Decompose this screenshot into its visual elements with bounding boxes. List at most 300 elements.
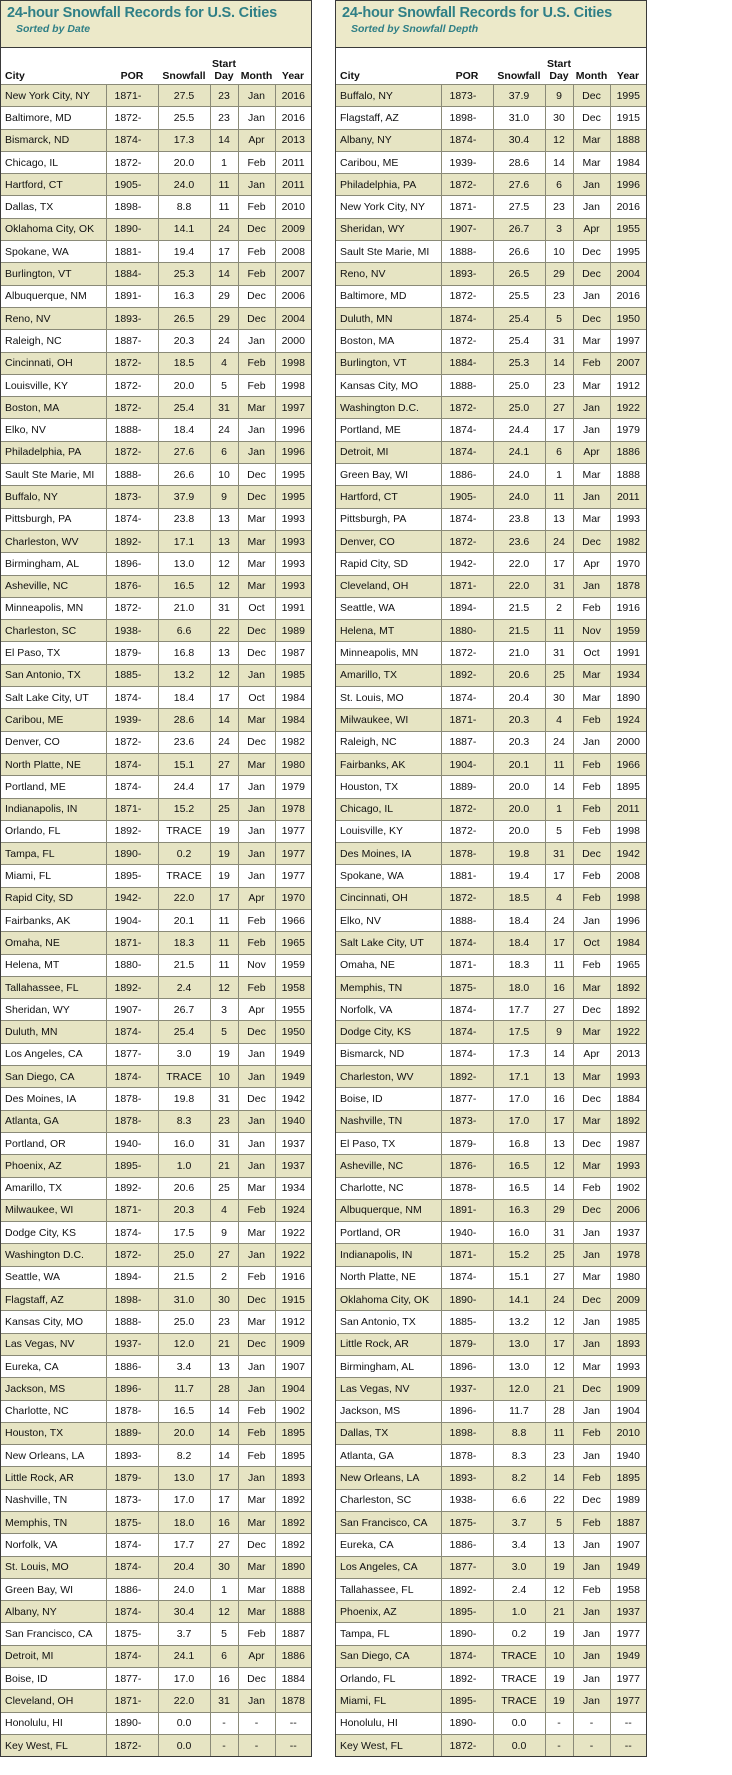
table-row <box>336 129 646 151</box>
cell-start-day: 12 <box>210 1601 238 1623</box>
cell-month: Jan <box>573 1556 610 1578</box>
cell-year: 1978 <box>610 1244 646 1266</box>
cell-city: Washington D.C. <box>336 397 441 419</box>
cell-year: 1892 <box>610 999 646 1021</box>
cell-snowfall: 18.4 <box>158 687 210 709</box>
panel-header <box>336 1 646 48</box>
cell-start-day: 5 <box>545 307 573 329</box>
cell-start-day: 13 <box>210 508 238 530</box>
cell-snowfall: 24.4 <box>493 419 545 441</box>
header-start-day <box>210 48 238 85</box>
cell-start-day: 25 <box>545 664 573 686</box>
cell-start-day: 11 <box>545 620 573 642</box>
cell-start-day: 5 <box>210 1623 238 1645</box>
cell-start-day: 19 <box>545 1690 573 1712</box>
cell-month: Jan <box>573 419 610 441</box>
cell-city: Hartford, CT <box>1 174 106 196</box>
cell-city: San Antonio, TX <box>336 1311 441 1333</box>
cell-por: 1877- <box>441 1556 493 1578</box>
cell-start-day: 9 <box>210 1222 238 1244</box>
cell-start-day: 17 <box>545 1110 573 1132</box>
cell-city: Milwaukee, WI <box>1 1199 106 1221</box>
cell-start-day: 24 <box>210 419 238 441</box>
cell-month: - <box>238 1734 275 1756</box>
cell-snowfall: 20.1 <box>493 753 545 775</box>
cell-year: 1980 <box>610 1266 646 1288</box>
cell-month: Mar <box>573 129 610 151</box>
table-row <box>1 999 311 1021</box>
cell-month: Jan <box>238 1244 275 1266</box>
cell-year: 1993 <box>275 530 311 552</box>
cell-por: 1894- <box>441 597 493 619</box>
table-row <box>1 196 311 218</box>
cell-city: Houston, TX <box>1 1422 106 1444</box>
cell-city: Green Bay, WI <box>1 1578 106 1600</box>
cell-por: 1874- <box>106 1556 158 1578</box>
cell-year: 1977 <box>610 1690 646 1712</box>
cell-por: 1871- <box>106 1690 158 1712</box>
cell-month: Jan <box>238 820 275 842</box>
table-row <box>1 1445 311 1467</box>
cell-start-day: 19 <box>210 843 238 865</box>
table-row <box>1 352 311 374</box>
cell-snowfall: TRACE <box>158 865 210 887</box>
table-row <box>336 709 646 731</box>
cell-snowfall: 18.4 <box>158 419 210 441</box>
cell-year: 1888 <box>275 1578 311 1600</box>
cell-start-day: 22 <box>210 620 238 642</box>
cell-year: 1887 <box>610 1512 646 1534</box>
cell-start-day: 17 <box>210 776 238 798</box>
cell-year: 1915 <box>610 107 646 129</box>
cell-snowfall: 27.6 <box>158 441 210 463</box>
cell-city: Atlanta, GA <box>1 1110 106 1132</box>
cell-start-day: 12 <box>210 976 238 998</box>
cell-por: 1884- <box>441 352 493 374</box>
cell-start-day: 1 <box>545 798 573 820</box>
table-row <box>336 1199 646 1221</box>
cell-city: Denver, CO <box>1 731 106 753</box>
cell-month: Feb <box>238 1266 275 1288</box>
cell-por: 1880- <box>106 954 158 976</box>
cell-month: Mar <box>238 709 275 731</box>
cell-start-day: 24 <box>210 330 238 352</box>
cell-por: 1893- <box>441 1467 493 1489</box>
cell-city: Cincinnati, OH <box>336 887 441 909</box>
table-row <box>336 620 646 642</box>
cell-por: 1895- <box>106 865 158 887</box>
cell-por: 1896- <box>106 553 158 575</box>
cell-snowfall: 8.2 <box>493 1467 545 1489</box>
cell-snowfall: 0.2 <box>493 1623 545 1645</box>
cell-city: Cleveland, OH <box>1 1690 106 1712</box>
cell-start-day: 1 <box>210 151 238 173</box>
cell-year: 1979 <box>610 419 646 441</box>
cell-year: 1977 <box>275 843 311 865</box>
cell-start-day: 14 <box>545 151 573 173</box>
table-row <box>336 1043 646 1065</box>
table-row <box>336 664 646 686</box>
cell-year: 1934 <box>275 1177 311 1199</box>
cell-month: Jan <box>238 330 275 352</box>
cell-por: 1872- <box>441 798 493 820</box>
cell-year: 2011 <box>610 486 646 508</box>
cell-snowfall: 27.6 <box>493 174 545 196</box>
cell-start-day: 16 <box>210 1512 238 1534</box>
cell-month: Dec <box>573 1132 610 1154</box>
cell-por: 1874- <box>106 129 158 151</box>
cell-city: Kansas City, MO <box>336 374 441 396</box>
cell-month: Mar <box>238 575 275 597</box>
cell-city: Tallahassee, FL <box>1 976 106 998</box>
cell-snowfall: 24.0 <box>158 1578 210 1600</box>
table-row <box>336 1244 646 1266</box>
cell-start-day: 1 <box>545 464 573 486</box>
cell-por: 1892- <box>441 1066 493 1088</box>
cell-start-day: 11 <box>545 1422 573 1444</box>
table-row <box>336 1177 646 1199</box>
table-row <box>1 374 311 396</box>
cell-month: - <box>573 1712 610 1734</box>
cell-month: Feb <box>573 954 610 976</box>
cell-month: Mar <box>573 1066 610 1088</box>
cell-city: Asheville, NC <box>1 575 106 597</box>
cell-por: 1939- <box>106 709 158 731</box>
cell-year: 1993 <box>610 1066 646 1088</box>
cell-city: Tampa, FL <box>336 1623 441 1645</box>
cell-month: Dec <box>573 530 610 552</box>
cell-por: 1878- <box>106 1110 158 1132</box>
header-row <box>1 48 311 85</box>
cell-year: 2000 <box>275 330 311 352</box>
cell-snowfall: 8.3 <box>493 1445 545 1467</box>
cell-snowfall: 15.2 <box>493 1244 545 1266</box>
cell-city: Denver, CO <box>336 530 441 552</box>
cell-year: 1989 <box>610 1489 646 1511</box>
table-row <box>336 1556 646 1578</box>
cell-month: Dec <box>573 843 610 865</box>
cell-start-day: 2 <box>210 1266 238 1288</box>
cell-start-day: 2 <box>545 597 573 619</box>
cell-city: Albany, NY <box>1 1601 106 1623</box>
cell-snowfall: 20.0 <box>493 776 545 798</box>
cell-por: 1880- <box>441 620 493 642</box>
cell-city: Birmingham, AL <box>1 553 106 575</box>
cell-year: 1937 <box>275 1132 311 1154</box>
cell-start-day: 31 <box>210 1088 238 1110</box>
cell-start-day: 13 <box>210 530 238 552</box>
cell-start-day: 19 <box>210 865 238 887</box>
cell-month: Mar <box>573 1266 610 1288</box>
cell-por: 1940- <box>441 1222 493 1244</box>
table-row <box>1 129 311 151</box>
cell-month: Dec <box>238 218 275 240</box>
header-start-day-bottom: Day <box>214 70 234 82</box>
cell-snowfall: 13.2 <box>493 1311 545 1333</box>
table-row <box>336 843 646 865</box>
cell-year: 1902 <box>610 1177 646 1199</box>
cell-por: 1874- <box>441 999 493 1021</box>
cell-city: Key West, FL <box>336 1734 441 1756</box>
table-row <box>336 1266 646 1288</box>
cell-snowfall: 20.0 <box>158 1422 210 1444</box>
table-row <box>336 820 646 842</box>
table-row <box>336 241 646 263</box>
cell-month: Mar <box>573 1021 610 1043</box>
cell-start-day: 19 <box>210 820 238 842</box>
cell-snowfall: 26.6 <box>493 241 545 263</box>
cell-month: Feb <box>238 932 275 954</box>
cell-month: Dec <box>238 1333 275 1355</box>
table-row <box>336 1222 646 1244</box>
cell-start-day: 1 <box>210 1578 238 1600</box>
cell-year: 1907 <box>275 1355 311 1377</box>
cell-month: Jan <box>238 1066 275 1088</box>
cell-city: Chicago, IL <box>336 798 441 820</box>
cell-month: Feb <box>573 1422 610 1444</box>
cell-month: Feb <box>238 263 275 285</box>
table-row <box>336 508 646 530</box>
cell-year: 1984 <box>275 709 311 731</box>
cell-start-day: 14 <box>545 776 573 798</box>
cell-por: 1890- <box>441 1712 493 1734</box>
cell-start-day: 4 <box>545 887 573 909</box>
cell-year: 2016 <box>275 107 311 129</box>
cell-por: 1892- <box>106 1177 158 1199</box>
cell-start-day: 3 <box>545 218 573 240</box>
cell-city: New Orleans, LA <box>336 1467 441 1489</box>
cell-city: Omaha, NE <box>336 954 441 976</box>
snowfall-table-by-date <box>1 48 311 1756</box>
cell-year: 1942 <box>610 843 646 865</box>
cell-snowfall: 8.8 <box>493 1422 545 1444</box>
table-row <box>336 1623 646 1645</box>
cell-start-day: 17 <box>545 932 573 954</box>
cell-por: 1895- <box>441 1690 493 1712</box>
table-row <box>1 530 311 552</box>
cell-snowfall: 16.0 <box>158 1132 210 1154</box>
table-row <box>336 1088 646 1110</box>
table-row <box>1 486 311 508</box>
cell-year: 2009 <box>275 218 311 240</box>
table-row <box>336 263 646 285</box>
cell-month: Jan <box>573 397 610 419</box>
cell-month: Dec <box>238 1668 275 1690</box>
cell-snowfall: 28.6 <box>493 151 545 173</box>
cell-month: Mar <box>573 151 610 173</box>
cell-start-day: 23 <box>545 374 573 396</box>
table-row <box>1 107 311 129</box>
cell-month: Feb <box>573 820 610 842</box>
cell-por: 1887- <box>441 731 493 753</box>
cell-start-day: 16 <box>545 1088 573 1110</box>
cell-year: 1888 <box>275 1601 311 1623</box>
cell-snowfall: 27.5 <box>158 85 210 107</box>
cell-city: Rapid City, SD <box>336 553 441 575</box>
cell-snowfall: 25.0 <box>158 1244 210 1266</box>
cell-year: 1977 <box>275 865 311 887</box>
cell-por: 1872- <box>106 597 158 619</box>
cell-month: Dec <box>573 1199 610 1221</box>
cell-city: Honolulu, HI <box>336 1712 441 1734</box>
cell-start-day: 12 <box>545 1311 573 1333</box>
cell-start-day: 17 <box>545 865 573 887</box>
cell-por: 1907- <box>441 218 493 240</box>
cell-start-day: 31 <box>545 575 573 597</box>
cell-start-day: 21 <box>210 1333 238 1355</box>
table-row <box>1 397 311 419</box>
cell-year: 2016 <box>610 285 646 307</box>
cell-year: 1984 <box>610 151 646 173</box>
cell-month: Mar <box>573 976 610 998</box>
cell-start-day: 31 <box>210 597 238 619</box>
cell-snowfall: 30.4 <box>493 129 545 151</box>
cell-por: 1884- <box>106 263 158 285</box>
cell-snowfall: 17.5 <box>493 1021 545 1043</box>
cell-city: Sault Ste Marie, MI <box>336 241 441 263</box>
cell-month: Feb <box>573 352 610 374</box>
cell-por: 1885- <box>441 1311 493 1333</box>
cell-city: Spokane, WA <box>336 865 441 887</box>
cell-city: Portland, OR <box>1 1132 106 1154</box>
cell-year: -- <box>275 1712 311 1734</box>
table-row <box>1 1623 311 1645</box>
cell-city: Dodge City, KS <box>1 1222 106 1244</box>
table-row <box>1 1132 311 1154</box>
cell-start-day: 6 <box>210 441 238 463</box>
cell-snowfall: 8.8 <box>158 196 210 218</box>
cell-por: 1874- <box>106 1534 158 1556</box>
cell-month: Oct <box>573 932 610 954</box>
cell-month: Feb <box>238 1445 275 1467</box>
cell-city: Washington D.C. <box>1 1244 106 1266</box>
cell-start-day: 13 <box>210 1355 238 1377</box>
table-row <box>336 1378 646 1400</box>
cell-year: 1904 <box>275 1378 311 1400</box>
cell-year: 1940 <box>610 1445 646 1467</box>
cell-start-day: 11 <box>210 174 238 196</box>
cell-city: Chicago, IL <box>1 151 106 173</box>
cell-por: 1890- <box>441 1289 493 1311</box>
cell-snowfall: 24.1 <box>493 441 545 463</box>
cell-snowfall: 25.3 <box>493 352 545 374</box>
cell-month: Jan <box>238 776 275 798</box>
cell-city: Des Moines, IA <box>336 843 441 865</box>
cell-month: Feb <box>573 1512 610 1534</box>
cell-snowfall: 3.4 <box>158 1355 210 1377</box>
cell-start-day: 29 <box>545 263 573 285</box>
header-start-day <box>545 48 573 85</box>
cell-year: 1890 <box>610 687 646 709</box>
cell-start-day: 25 <box>210 798 238 820</box>
cell-snowfall: 20.3 <box>493 709 545 731</box>
panel-subtitle: Sorted by Date <box>16 23 91 35</box>
cell-month: Dec <box>573 241 610 263</box>
cell-city: Burlington, VT <box>1 263 106 285</box>
cell-snowfall: 25.0 <box>493 374 545 396</box>
cell-year: 1993 <box>275 575 311 597</box>
cell-year: 1996 <box>610 174 646 196</box>
table-row <box>1 1645 311 1667</box>
cell-city: Philadelphia, PA <box>336 174 441 196</box>
cell-year: 1922 <box>275 1222 311 1244</box>
cell-por: 1905- <box>106 174 158 196</box>
table-row <box>336 374 646 396</box>
cell-por: 1939- <box>441 151 493 173</box>
cell-year: 1887 <box>275 1623 311 1645</box>
cell-year: 1949 <box>275 1043 311 1065</box>
cell-year: 1895 <box>275 1422 311 1444</box>
cell-year: 1949 <box>610 1556 646 1578</box>
header-year: Year <box>610 48 646 85</box>
cell-year: 1996 <box>610 909 646 931</box>
cell-year: 1993 <box>275 508 311 530</box>
table-row <box>336 285 646 307</box>
cell-snowfall: 25.5 <box>493 285 545 307</box>
cell-month: Feb <box>238 1199 275 1221</box>
cell-city: Salt Lake City, UT <box>336 932 441 954</box>
cell-year: 1996 <box>275 419 311 441</box>
cell-por: 1877- <box>106 1043 158 1065</box>
cell-year: 1937 <box>610 1601 646 1623</box>
cell-snowfall: TRACE <box>158 820 210 842</box>
cell-city: Duluth, MN <box>336 307 441 329</box>
cell-month: Apr <box>573 1043 610 1065</box>
table-row <box>1 597 311 619</box>
cell-month: Apr <box>238 1645 275 1667</box>
cell-month: Feb <box>238 352 275 374</box>
cell-start-day: 21 <box>545 1378 573 1400</box>
cell-snowfall: 3.7 <box>158 1623 210 1645</box>
cell-month: Dec <box>573 307 610 329</box>
cell-start-day: 3 <box>210 999 238 1021</box>
cell-start-day: 31 <box>545 642 573 664</box>
cell-snowfall: 20.6 <box>493 664 545 686</box>
table-panel-by-depth <box>335 0 647 1757</box>
cell-city: Minneapolis, MN <box>336 642 441 664</box>
cell-start-day: 13 <box>545 1534 573 1556</box>
cell-month: Feb <box>238 909 275 931</box>
cell-year: 1922 <box>610 1021 646 1043</box>
cell-city: Pittsburgh, PA <box>1 508 106 530</box>
cell-start-day: 16 <box>545 976 573 998</box>
panel-header <box>1 1 311 48</box>
cell-city: Las Vegas, NV <box>336 1378 441 1400</box>
cell-city: Sheridan, WY <box>1 999 106 1021</box>
cell-city: Dodge City, KS <box>336 1021 441 1043</box>
cell-por: 1893- <box>106 307 158 329</box>
cell-month: Mar <box>573 687 610 709</box>
table-row <box>1 1489 311 1511</box>
cell-city: Portland, ME <box>1 776 106 798</box>
cell-year: 1979 <box>275 776 311 798</box>
cell-month: Apr <box>573 553 610 575</box>
cell-por: 1938- <box>441 1489 493 1511</box>
table-row <box>336 1066 646 1088</box>
cell-year: 1893 <box>275 1467 311 1489</box>
cell-month: Jan <box>573 909 610 931</box>
cell-city: Honolulu, HI <box>1 1712 106 1734</box>
cell-por: 1873- <box>106 486 158 508</box>
table-row <box>1 709 311 731</box>
cell-month: Jan <box>238 865 275 887</box>
cell-city: Cleveland, OH <box>336 575 441 597</box>
cell-city: Boise, ID <box>1 1668 106 1690</box>
cell-snowfall: 25.4 <box>493 307 545 329</box>
cell-month: Mar <box>573 508 610 530</box>
table-row <box>336 1668 646 1690</box>
cell-por: 1872- <box>106 731 158 753</box>
